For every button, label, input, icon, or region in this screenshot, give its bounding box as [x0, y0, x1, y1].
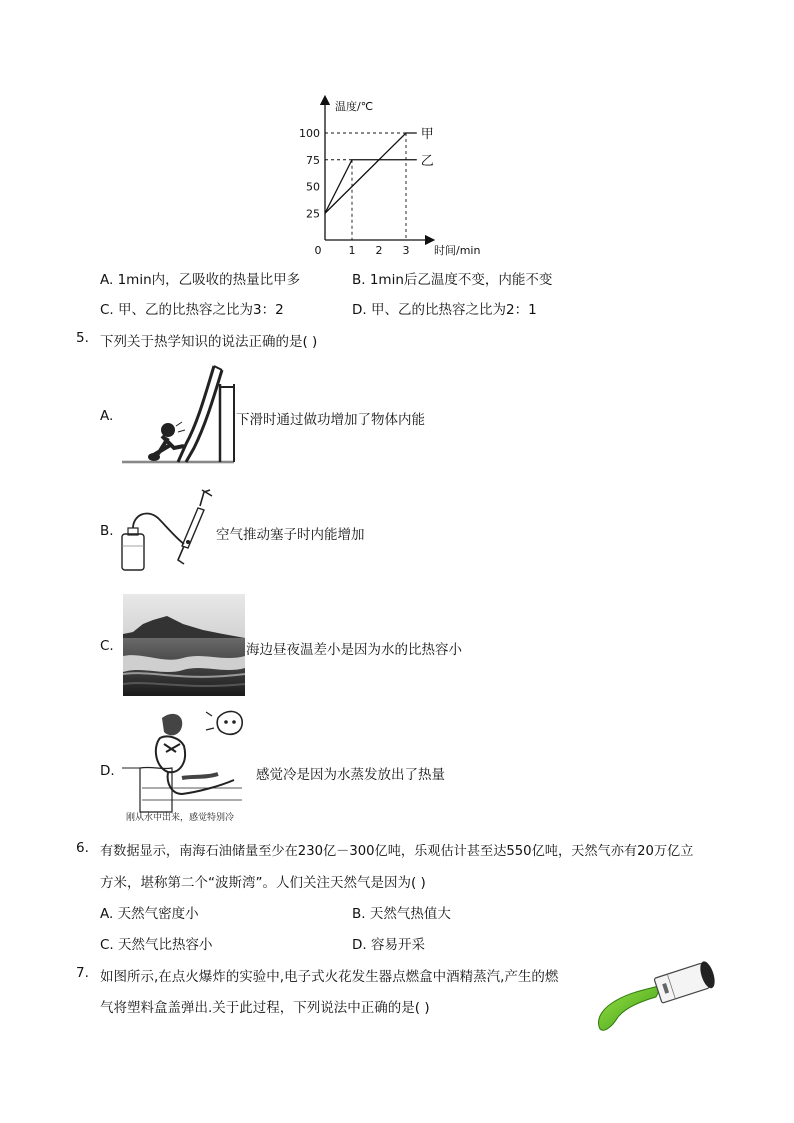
q5-option-c-letter[interactable]: C.	[100, 638, 114, 654]
q5-stem: 下列关于热学知识的说法正确的是( )	[100, 334, 318, 350]
x-axis-label: 时间/min	[434, 244, 481, 257]
q5-number: 5.	[76, 330, 89, 346]
y-axis-label: 温度/℃	[335, 100, 374, 113]
q5-option-d-text[interactable]: 感觉冷是因为水蒸发放出了热量	[256, 767, 445, 783]
bottle-pump-illustration	[118, 486, 218, 574]
x-tick-label: 2	[375, 244, 383, 257]
q4-option-a[interactable]: A. 1min内，乙吸收的热量比甲多	[100, 272, 301, 288]
q4-option-d[interactable]: D. 甲、乙的比热容之比为2：1	[352, 302, 537, 318]
origin-label: 0	[314, 244, 322, 257]
seaside-photo	[123, 594, 245, 696]
temperature-time-chart	[290, 92, 510, 264]
q6-option-b[interactable]: B. 天然气热值大	[352, 906, 451, 922]
q6-option-c[interactable]: C. 天然气比热容小	[100, 937, 213, 953]
y-tick-label: 25	[306, 207, 320, 221]
series-label: 乙	[420, 153, 434, 169]
q6-stem-line2: 方米，堪称第二个“波斯湾”。人们关注天然气是因为( )	[100, 875, 426, 891]
slide-illustration	[122, 362, 237, 467]
q5-option-d-letter[interactable]: D.	[100, 763, 115, 779]
series-line-甲	[325, 133, 417, 213]
q4-option-c[interactable]: C. 甲、乙的比热容之比为3：2	[100, 302, 284, 318]
x-tick-label: 3	[402, 244, 410, 257]
q5-option-b-text[interactable]: 空气推动塞子时内能增加	[216, 527, 365, 543]
x-tick-label: 1	[348, 244, 356, 257]
q5-option-c-text[interactable]: 海边昼夜温差小是因为水的比热容小	[246, 642, 462, 658]
q7-stem-line1: 如图所示,在点火爆炸的实验中,电子式火花发生器点燃盒中酒精蒸汽,产生的燃	[100, 969, 559, 985]
q5-option-b-letter[interactable]: B.	[100, 523, 114, 539]
q7-stem-line2: 气将塑料盒盖弹出.关于此过程，下列说法中正确的是( )	[100, 1000, 430, 1016]
q6-stem-line1: 有数据显示，南海石油储量至少在230亿－300亿吨，乐观估计甚至达550亿吨，天然气亦有20万亿立	[100, 844, 694, 859]
series-label: 甲	[420, 127, 434, 142]
q6-option-a[interactable]: A. 天然气密度小	[100, 906, 199, 922]
q5-option-a-text[interactable]: 下滑时通过做功增加了物体内能	[236, 412, 425, 428]
y-tick-label: 100	[299, 127, 320, 140]
y-tick-label: 75	[306, 153, 320, 167]
spark-generator-illustration	[590, 955, 725, 1035]
q7-number: 7.	[76, 965, 89, 981]
cold-swimmer-illustration	[122, 708, 262, 828]
cold-caption: 刚从水中出来，感觉特别冷	[126, 813, 235, 823]
q5-option-a-letter[interactable]: A.	[100, 408, 114, 424]
q6-option-d[interactable]: D. 容易开采	[352, 937, 425, 953]
q4-option-b[interactable]: B. 1min后乙温度不变，内能不变	[352, 272, 553, 288]
y-tick-label: 50	[306, 180, 320, 194]
q6-number: 6.	[76, 840, 89, 856]
